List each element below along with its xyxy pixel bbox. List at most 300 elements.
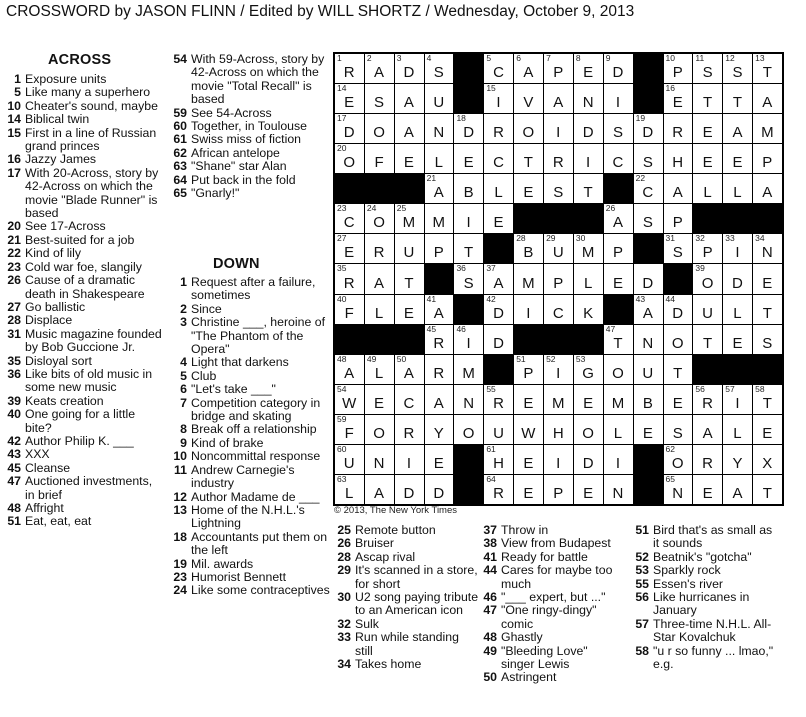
grid-cell[interactable] (753, 385, 782, 414)
grid-cell[interactable] (425, 385, 454, 414)
grid-cell[interactable] (395, 84, 424, 113)
cell-letter: G (582, 364, 595, 382)
grid-cell[interactable] (425, 295, 454, 324)
grid-cell[interactable] (544, 84, 573, 113)
grid-cell[interactable] (634, 355, 663, 384)
grid-cell[interactable] (514, 264, 543, 293)
cell-number: 61 (486, 443, 496, 454)
grid-cell[interactable] (544, 385, 573, 414)
grid-cell[interactable] (634, 174, 663, 203)
grid-cell[interactable] (604, 234, 633, 263)
clue-number: 38 (483, 536, 497, 551)
cell-number: 11 (695, 53, 705, 63)
grid-cell[interactable] (574, 234, 603, 263)
grid-cell[interactable] (664, 234, 693, 263)
grid-cell[interactable] (574, 174, 603, 203)
clue-number: 25 (337, 523, 351, 537)
grid-cell[interactable] (574, 385, 603, 414)
grid-cell[interactable] (544, 54, 573, 83)
grid-cell[interactable] (723, 475, 752, 504)
grid-cell[interactable] (395, 234, 424, 263)
grid-cell[interactable] (395, 295, 424, 324)
clue-text: Cleanse (25, 460, 71, 475)
clue-text: Kind of brake (191, 435, 264, 450)
grid-cell[interactable] (425, 415, 454, 444)
cell-number: 5 (486, 53, 492, 63)
grid-cell[interactable] (723, 84, 752, 113)
grid-cell[interactable] (693, 174, 722, 203)
clue-text: Like hurricanes in January (653, 590, 750, 618)
grid-cell[interactable] (454, 114, 483, 143)
clue-text: Author Madame de ___ (191, 489, 320, 504)
cell-number: 63 (337, 473, 347, 484)
grid-cell[interactable] (365, 204, 394, 233)
clue-text: Sulk (355, 616, 379, 631)
grid-cell[interactable] (574, 355, 603, 384)
grid-cell[interactable] (395, 445, 424, 474)
cell-letter: E (463, 154, 475, 172)
grid-cell[interactable] (484, 144, 513, 173)
cell-number: 48 (337, 353, 347, 364)
cell-letter: L (613, 424, 623, 442)
grid-cell[interactable] (753, 84, 782, 113)
cell-letter: R (343, 274, 356, 292)
grid-cell[interactable] (723, 445, 752, 474)
cell-letter: A (523, 64, 534, 82)
clue-number: 29 (337, 563, 351, 578)
grid-cell[interactable] (574, 114, 603, 143)
grid-cell[interactable] (604, 325, 633, 354)
grid-cell[interactable] (395, 114, 424, 143)
cell-letter: I (496, 94, 502, 112)
cell-letter: M (462, 364, 476, 382)
cell-number: 34 (755, 233, 765, 244)
clue-number: 4 (180, 355, 187, 370)
grid-cell[interactable] (365, 84, 394, 113)
grid-cell[interactable] (723, 415, 752, 444)
grid-cell[interactable] (454, 204, 483, 233)
cell-letter: N (433, 124, 445, 142)
grid-cell[interactable] (574, 84, 603, 113)
grid-cell[interactable] (425, 325, 454, 354)
clue-text: Light that darkens (191, 355, 289, 370)
grid-cell[interactable] (514, 84, 543, 113)
clue-text: Break off a relationship (191, 422, 317, 437)
grid-cell[interactable] (484, 264, 513, 293)
cell-letter: D (463, 124, 475, 142)
grid-cell[interactable] (514, 385, 543, 414)
down-heading: DOWN (213, 256, 260, 272)
grid-cell[interactable] (335, 385, 364, 414)
clue-item (4, 274, 162, 301)
grid-cell[interactable] (335, 264, 364, 293)
grid-cell[interactable] (604, 475, 633, 504)
grid-cell[interactable] (604, 415, 633, 444)
grid-cell[interactable] (484, 54, 513, 83)
grid-cell[interactable] (664, 475, 693, 504)
grid-cell[interactable] (454, 385, 483, 414)
grid-cell[interactable] (484, 174, 513, 203)
grid-cell[interactable] (365, 114, 394, 143)
grid-cell[interactable] (544, 445, 573, 474)
cell-number: 20 (337, 143, 347, 154)
grid-cell[interactable] (574, 144, 603, 173)
grid-cell[interactable] (365, 144, 394, 173)
grid-cell[interactable] (664, 385, 693, 414)
clue-item (170, 303, 332, 316)
grid-cell[interactable] (634, 415, 663, 444)
cell-number: 32 (695, 233, 705, 244)
cell-number: 26 (605, 203, 616, 214)
grid-cell[interactable] (395, 204, 424, 233)
cell-number: 8 (575, 53, 581, 63)
grid-cell[interactable] (693, 385, 722, 414)
grid-cell[interactable] (395, 415, 424, 444)
grid-cell[interactable] (514, 475, 543, 504)
grid-cell[interactable] (425, 54, 454, 83)
grid-cell[interactable] (335, 355, 364, 384)
cell-letter: X (762, 454, 773, 472)
grid-cell[interactable] (604, 54, 633, 83)
grid-cell[interactable] (514, 445, 543, 474)
grid-cell[interactable] (723, 264, 752, 293)
clue-number: 17 (7, 165, 21, 180)
grid-cell[interactable] (693, 325, 722, 354)
grid-cell[interactable] (753, 415, 782, 444)
grid-cell[interactable] (574, 415, 603, 444)
grid-cell[interactable] (664, 415, 693, 444)
black-square (335, 174, 364, 203)
grid-cell[interactable] (753, 174, 782, 203)
cell-letter: D (493, 334, 505, 352)
grid-cell[interactable] (365, 445, 394, 474)
clue-item (170, 437, 332, 450)
grid-cell[interactable] (544, 174, 573, 203)
grid-cell[interactable] (664, 174, 693, 203)
grid-cell[interactable] (484, 445, 513, 474)
cell-letter: A (732, 485, 743, 502)
grid-cell[interactable] (514, 54, 543, 83)
grid-cell[interactable] (425, 174, 454, 203)
grid-cell[interactable] (753, 475, 782, 504)
clue-item (4, 247, 162, 260)
grid-cell[interactable] (693, 144, 722, 173)
grid-cell[interactable] (753, 234, 782, 263)
grid-cell[interactable] (484, 325, 513, 354)
clue-number: 26 (337, 536, 351, 551)
grid-cell[interactable] (484, 84, 513, 113)
grid-cell[interactable] (723, 325, 752, 354)
copyright-notice: © 2013, The New York Times (334, 505, 457, 516)
cell-number: 52 (546, 353, 556, 364)
cell-letter: F (344, 304, 355, 322)
grid-cell[interactable] (425, 445, 454, 474)
grid-cell[interactable] (723, 114, 752, 143)
cell-letter: T (762, 64, 773, 82)
grid-cell[interactable] (693, 445, 722, 474)
grid-cell[interactable] (454, 234, 483, 263)
cell-letter: I (735, 244, 741, 262)
clue-item (4, 395, 162, 408)
grid-cell[interactable] (574, 475, 603, 504)
grid-cell[interactable] (604, 355, 633, 384)
grid-cell[interactable] (335, 295, 364, 324)
grid-cell[interactable] (544, 415, 573, 444)
grid-cell[interactable] (335, 54, 364, 83)
black-square (514, 204, 543, 233)
grid-cell[interactable] (693, 234, 722, 263)
grid-cell[interactable] (365, 415, 394, 444)
grid-cell[interactable] (484, 385, 513, 414)
grid-cell[interactable] (425, 204, 454, 233)
grid-cell[interactable] (664, 445, 693, 474)
clue-text: With 59-Across, story by 42-Across on which the movie "Total Recall" is based (191, 52, 325, 107)
grid-cell[interactable] (664, 325, 693, 354)
grid-cell[interactable] (395, 355, 424, 384)
grid-cell[interactable] (454, 355, 483, 384)
cell-number: 18 (456, 113, 466, 124)
grid-cell[interactable] (544, 264, 573, 293)
crossword-grid (333, 52, 784, 506)
cell-letter: I (466, 214, 472, 232)
grid-cell[interactable] (484, 475, 513, 504)
grid-cell[interactable] (544, 475, 573, 504)
grid-cell[interactable] (723, 174, 752, 203)
cell-letter: B (523, 244, 534, 262)
grid-cell[interactable] (634, 264, 663, 293)
grid-cell[interactable] (395, 385, 424, 414)
grid-cell[interactable] (574, 264, 603, 293)
clue-item (170, 397, 332, 424)
clue-item (170, 187, 330, 200)
cell-letter: T (464, 244, 474, 262)
clue-item (632, 564, 780, 577)
grid-cell[interactable] (664, 204, 693, 233)
grid-cell[interactable] (514, 114, 543, 143)
clue-text: Christine ___, heroine of "The Phantom of the Opera" (191, 315, 325, 357)
clue-text: Club (191, 368, 217, 383)
grid-cell[interactable] (723, 54, 752, 83)
grid-cell[interactable] (484, 204, 513, 233)
grid-cell[interactable] (753, 144, 782, 173)
grid-cell[interactable] (454, 144, 483, 173)
clue-text: Like many a superhero (25, 85, 151, 100)
cell-number: 30 (575, 233, 586, 244)
black-square (753, 204, 782, 233)
clue-number: 15 (7, 125, 21, 140)
grid-cell[interactable] (693, 54, 722, 83)
grid-cell[interactable] (753, 295, 782, 324)
grid-cell[interactable] (634, 144, 663, 173)
grid-cell[interactable] (514, 174, 543, 203)
grid-cell[interactable] (514, 355, 543, 384)
grid-cell[interactable] (753, 325, 782, 354)
grid-cell[interactable] (484, 114, 513, 143)
cell-letter: I (615, 94, 621, 112)
grid-cell[interactable] (664, 295, 693, 324)
cell-letter: U (343, 454, 356, 472)
cell-number: 62 (665, 443, 675, 454)
grid-cell[interactable] (335, 234, 364, 263)
grid-cell[interactable] (365, 385, 394, 414)
grid-cell[interactable] (425, 84, 454, 113)
grid-cell[interactable] (365, 355, 394, 384)
grid-cell[interactable] (335, 84, 364, 113)
grid-cell[interactable] (664, 355, 693, 384)
grid-cell[interactable] (604, 114, 633, 143)
grid-cell[interactable] (693, 114, 722, 143)
grid-cell[interactable] (634, 385, 663, 414)
grid-cell[interactable] (544, 234, 573, 263)
grid-cell[interactable] (693, 475, 722, 504)
clue-item (632, 551, 780, 564)
grid-cell[interactable] (335, 204, 364, 233)
clue-number: 3 (180, 315, 187, 330)
grid-cell[interactable] (335, 415, 364, 444)
cell-letter: P (672, 64, 684, 82)
grid-cell[interactable] (634, 204, 663, 233)
clue-number: 33 (337, 630, 351, 645)
grid-cell[interactable] (335, 445, 364, 474)
cell-letter: T (732, 94, 743, 112)
grid-cell[interactable] (693, 295, 722, 324)
clue-number: 2 (180, 301, 187, 316)
grid-cell[interactable] (395, 264, 424, 293)
grid-cell[interactable] (454, 325, 483, 354)
grid-cell[interactable] (723, 144, 752, 173)
cell-letter: P (702, 244, 714, 262)
grid-cell[interactable] (365, 54, 394, 83)
grid-cell[interactable] (664, 54, 693, 83)
page-title: CROSSWORD by JASON FLINN / Edited by WILL SHORTZ / Wednesday, October 9, 2013 (6, 3, 635, 20)
cell-letter: I (466, 334, 472, 352)
clue-text: Swiss miss of fiction (191, 132, 302, 147)
grid-cell[interactable] (604, 84, 633, 113)
cell-letter: T (404, 274, 414, 292)
grid-cell[interactable] (365, 475, 394, 504)
cell-letter: S (642, 214, 654, 232)
clue-text: Like some contraceptives (191, 583, 330, 598)
grid-cell[interactable] (574, 295, 603, 324)
clue-number: 19 (173, 556, 187, 571)
grid-cell[interactable] (544, 295, 573, 324)
grid-cell[interactable] (574, 54, 603, 83)
clue-item (170, 464, 332, 491)
grid-cell[interactable] (395, 144, 424, 173)
cell-letter: E (583, 485, 594, 502)
cell-letter: L (494, 184, 504, 202)
clue-item (4, 153, 162, 166)
grid-cell[interactable] (335, 114, 364, 143)
grid-cell[interactable] (335, 144, 364, 173)
grid-cell[interactable] (544, 355, 573, 384)
grid-cell[interactable] (753, 54, 782, 83)
clue-text: Mil. awards (191, 556, 254, 571)
grid-cell[interactable] (544, 144, 573, 173)
grid-cell[interactable] (664, 114, 693, 143)
grid-cell[interactable] (514, 144, 543, 173)
cell-letter: N (642, 334, 654, 352)
grid-cell[interactable] (664, 144, 693, 173)
cell-letter: O (671, 454, 685, 472)
grid-cell[interactable] (514, 234, 543, 263)
grid-cell[interactable] (664, 84, 693, 113)
grid-cell[interactable] (574, 445, 603, 474)
grid-cell[interactable] (454, 415, 483, 444)
grid-cell[interactable] (604, 144, 633, 173)
grid-cell[interactable] (335, 475, 364, 504)
grid-cell[interactable] (634, 114, 663, 143)
cell-letter: E (523, 454, 534, 472)
grid-cell[interactable] (395, 475, 424, 504)
clue-number: 56 (635, 590, 649, 605)
clue-item (170, 383, 332, 396)
grid-cell[interactable] (634, 295, 663, 324)
clue-text: Ready for battle (501, 549, 588, 564)
clue-number: 55 (635, 576, 649, 591)
grid-cell[interactable] (365, 264, 394, 293)
grid-cell[interactable] (395, 54, 424, 83)
grid-cell[interactable] (753, 114, 782, 143)
grid-cell[interactable] (753, 445, 782, 474)
grid-cell[interactable] (425, 144, 454, 173)
grid-cell[interactable] (454, 264, 483, 293)
grid-cell[interactable] (365, 234, 394, 263)
grid-cell[interactable] (753, 264, 782, 293)
grid-cell[interactable] (365, 295, 394, 324)
grid-cell[interactable] (693, 84, 722, 113)
cell-letter: E (732, 334, 743, 352)
cell-letter: L (434, 154, 444, 172)
cell-letter: E (762, 424, 773, 442)
cell-number: 45 (426, 323, 437, 334)
grid-cell[interactable] (723, 295, 752, 324)
grid-cell[interactable] (723, 385, 752, 414)
grid-cell[interactable] (693, 264, 722, 293)
grid-cell[interactable] (425, 234, 454, 263)
clue-number: 53 (635, 563, 649, 578)
cell-letter: L (703, 184, 713, 202)
grid-cell[interactable] (544, 114, 573, 143)
cell-letter: I (556, 124, 561, 142)
cell-letter: N (612, 485, 624, 502)
clue-item (4, 462, 162, 475)
black-square (634, 84, 663, 113)
grid-cell[interactable] (604, 204, 633, 233)
grid-cell[interactable] (634, 325, 663, 354)
grid-cell[interactable] (454, 174, 483, 203)
black-square (544, 325, 573, 354)
grid-cell[interactable] (723, 234, 752, 263)
grid-cell[interactable] (604, 264, 633, 293)
grid-cell[interactable] (425, 114, 454, 143)
grid-cell[interactable] (604, 445, 633, 474)
clue-text: Put back in the fold (191, 172, 296, 187)
grid-cell[interactable] (425, 475, 454, 504)
cell-letter: E (523, 184, 534, 202)
grid-cell[interactable] (604, 385, 633, 414)
grid-cell[interactable] (514, 295, 543, 324)
grid-cell[interactable] (514, 415, 543, 444)
clue-item (480, 524, 624, 537)
grid-cell[interactable] (484, 415, 513, 444)
cell-letter: P (553, 64, 564, 82)
grid-cell[interactable] (484, 295, 513, 324)
cell-letter: P (762, 154, 773, 172)
grid-cell[interactable] (425, 355, 454, 384)
clue-number: 24 (173, 583, 187, 598)
grid-cell[interactable] (693, 415, 722, 444)
